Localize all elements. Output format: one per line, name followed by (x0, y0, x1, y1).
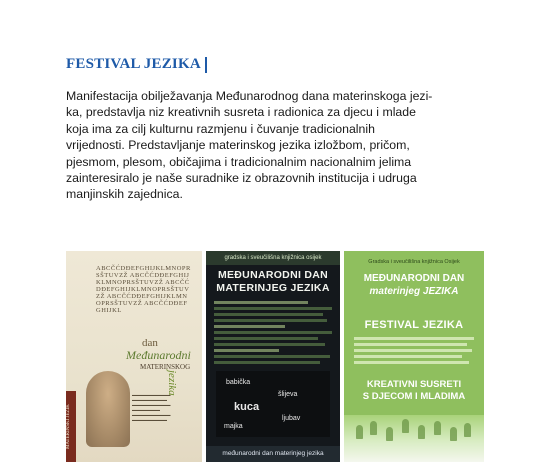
poster-mother-tongue-day (66, 251, 202, 462)
poster3-title-line2: materinjeg JEZIKA (369, 286, 459, 297)
poster3-text-block-decoration (354, 337, 474, 367)
paragraph-line: zainteresiralo je naše suradnike iz obrazovnih institucija i udruga (66, 171, 417, 186)
poster3-subtitle-line1: KREATIVNI SUSRETI (366, 379, 462, 390)
collage-word: babička (226, 379, 251, 386)
section-heading (66, 56, 207, 73)
poster2-footer: međunarodni dan materinjeg jezika (206, 446, 340, 462)
paragraph-line: koja ima za cilj kulturnu razmjenu i čuvanje tradicionalnih (66, 121, 375, 136)
collage-word: ljubav (282, 415, 301, 422)
paragraph-line: pjesmom, plesom, običajima i tradicionalnim nacionalnim jelima (66, 154, 412, 169)
poster1-figure-illustration (86, 371, 130, 447)
body-paragraph (66, 88, 470, 203)
poster1-dan: dan (142, 337, 158, 349)
poster1-fineprint-decoration: ▬▬▬▬▬▬▬▬▬▬▬ ▬▬▬▬▬▬▬▬▬▬ ▬▬▬▬▬▬▬▬▬▬▬ ▬▬▬▬▬▬▬▬ ▬▬▬▬▬▬▬▬▬▬▬ ▬▬▬▬▬▬▬▬▬▬ (132, 393, 171, 422)
poster1-title: Međunarodni (126, 348, 191, 362)
paragraph-line: vrijednosti. Predstavljanje materinskog jezika izložbom, pričom, (66, 138, 410, 153)
letter-cloud-decoration: ABCČĆDĐEFGHIJKLMNOPRSŠTUVZŽ ABCČĆDĐEFGHIJKLMNOPRSŠTUVZŽ ABCČĆDĐEFGHIJKLMNOPRSŠTUVZŽ ABCČĆDĐEFGHIJKLMNOPRSŠTUVZŽ ABCČĆDĐEFGHIJKL (96, 265, 191, 314)
poster3-title-line1: MEĐUNARODNI DAN (363, 273, 465, 284)
collage-word: kuca (234, 401, 260, 413)
paragraph-line: ka, predstavlja niz kreativnih susreta i radionica za djecu i mlade (66, 105, 416, 120)
poster2-library-name: gradska i sveučilišna knjižnica osijek (206, 251, 340, 265)
poster3-crowd-photo (344, 415, 484, 462)
heading-text: FESTIVAL JEZIKA (66, 56, 201, 72)
poster3-festival-title: FESTIVAL JEZIKA (364, 319, 464, 331)
heading-cursor-bar (205, 57, 207, 73)
poster3-library-name: Gradska i sveučilišna knjižnica Osijek (368, 259, 460, 265)
poster2-title-line1: MEĐUNARODNI DAN (217, 269, 329, 281)
poster2-text-block-decoration (214, 301, 332, 367)
poster1-subtitle: MATERINSKOG (140, 363, 191, 371)
poster-international-day-dark (206, 251, 340, 462)
poster1-side-label: MATERINSKI JEZIK (66, 391, 76, 462)
paragraph-line: Manifestacija obilježavanja Međunarodnog dana materinskoga jezi- (66, 89, 433, 103)
poster3-subtitle-line2: S DJECOM I MLADIMA (362, 391, 466, 402)
collage-word: šlijeva (278, 391, 298, 398)
poster1-vertical-title: jezika (166, 370, 178, 396)
collage-word: majka (224, 423, 243, 430)
paragraph-line: manjinskih zajednica. (66, 187, 183, 202)
poster2-title-line2: MATERINJEG JEZIKA (216, 282, 330, 294)
poster-festival-green (344, 251, 484, 462)
poster2-word-collage (216, 371, 330, 437)
